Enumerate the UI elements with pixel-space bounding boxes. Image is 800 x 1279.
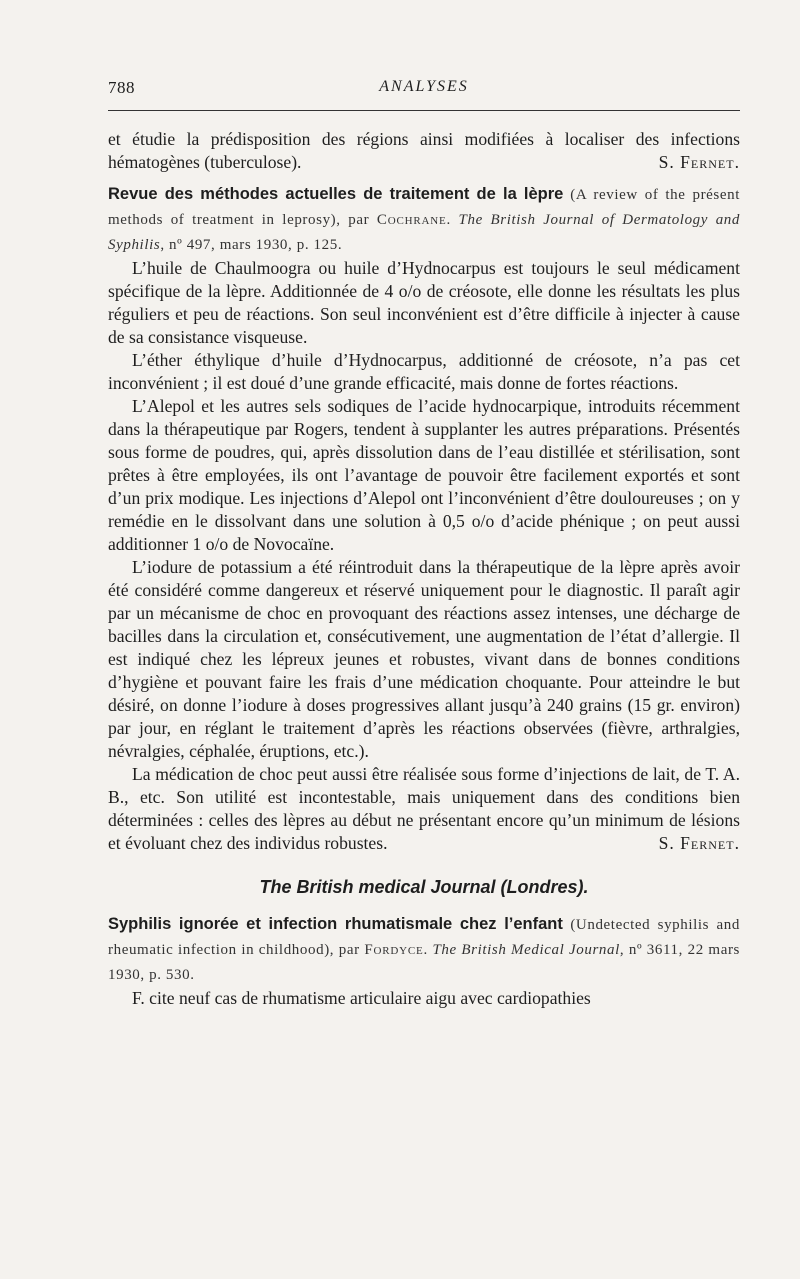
previous-entry-end [108, 128, 740, 174]
entry2-journal: The British Medical Journal [432, 942, 620, 958]
entry1-paragraph: L’Alepol et les autres sels sodiques de l’acide hydnocarpique, introduits récemment dans la thérapeutique par Rogers, tendent à supplanter les autres préparations. Présentés sous forme de poudres, qui, après dissolution dans de l’eau distillée et stérilisation, sont prêtes à être employées, ils ont l’avantage de pouvoir être facilement exportés et sont d’un prix modique. Les injections d’Alepol ont l’inconvénient d’être douloureuses ; on y remédie en le dissolvant dans une solution à 0,5 o/o d’acide phénique ; on peut aussi additionner 1 o/o de Novocaïne. [108, 396, 740, 554]
entry1-paragraph: L’iodure de potassium a été réintroduit dans la thérapeutique de la lèpre après avoir été considéré comme dangereux et réservé uniquement pour le diagnostic. Il paraît agir par un mécanisme de choc en provoquant des réactions assez intenses, une décharge de bacilles dans la circulation et, consécutivement, une augmentation de l’état d’allergie. Il est indiqué chez les lépreux jeunes et robustes, vivant dans de bonnes conditions d’hygiène et pouvant faire les frais d’une médication choquante. Pour atteindre le but désiré, on donne l’iodure à doses progressives allant jusqu’à 240 grains (15 gr. environ) par jour, en réglant le traitement d’après les réactions observées (fièvre, arthralgies, névralgies, céphalée, éruptions, etc.). [108, 557, 740, 761]
entry2-title: Syphilis ignorée et infection rhumatismale chez l’enfant [108, 915, 563, 933]
entry1-ref-c: , nº 497, mars 1930, p. 125. [160, 237, 343, 253]
page-body [108, 128, 740, 1010]
entry2-ref-b: . [423, 942, 433, 958]
entry2-paragraph: F. cite neuf cas de rhumatisme articulaire aigu avec cardiopathies [132, 988, 591, 1008]
previous-entry-text: et étudie la prédisposition des régions ainsi modifiées à localiser des infections hématogènes (tuberculose). [108, 129, 740, 172]
entry1-paragraph-text: La médication de choc peut aussi être réalisée sous forme d’injections de lait, de T. A. B., etc. Son utilité est incontestable, mais uniquement dans des conditions bien déterminées : celles des lèpres au début ne présentant encore qu’un minimum de lésions et évoluant chez des individus robustes. [108, 764, 740, 853]
journal-section-title: The British medical Journal (Londres). [259, 877, 589, 897]
entry1-paragraph: L’huile de Chaulmoogra ou huile d’Hydnocarpus est toujours le seul médicament spécifique de la lèpre. Additionnée de 4 o/o de créosote, elle donne les résultats les plus réguliers et peu de réactions. Son seul inconvénient est d’être difficile à injecter à cause de sa consistance visqueuse. [108, 258, 740, 347]
entry1-heading [108, 182, 740, 257]
page-number: 788 [108, 78, 135, 97]
entry1-ref-b: . [446, 212, 459, 228]
page-header [108, 78, 740, 106]
entry2-author: Fordyce [364, 942, 424, 958]
entry2-heading [108, 912, 740, 987]
entry2-ref-a: (Undetected syphilis and rheumatic infection in childhood), par [108, 917, 740, 958]
entry1-paragraph-last [108, 763, 740, 855]
entry1-ref-a: (A review of the présent methods of treatment in leprosy), par [108, 187, 740, 228]
running-head: ANALYSES [379, 78, 469, 95]
journal-page [108, 78, 741, 1008]
entry1-signature: S. Fernet. [658, 833, 740, 853]
entry1-paragraph: L’éther éthylique d’huile d’Hydnocarpus, additionné de créosote, n’a pas cet inconvénient ; il est doué d’une grande efficacité, mais donne de fortes réactions. [108, 350, 740, 393]
previous-entry-signature: S. Fernet. [658, 152, 740, 172]
header-rule [108, 110, 740, 111]
entry1-author: Cochrane [376, 212, 447, 228]
entry1-journal: The British Journal of Dermatology and Syphilis [108, 212, 741, 253]
entry2-ref-c: , nº 3611, 22 mars 1930, p. 530. [108, 942, 740, 983]
entry1-title: Revue des méthodes actuelles de traitement de la lèpre [108, 185, 564, 203]
